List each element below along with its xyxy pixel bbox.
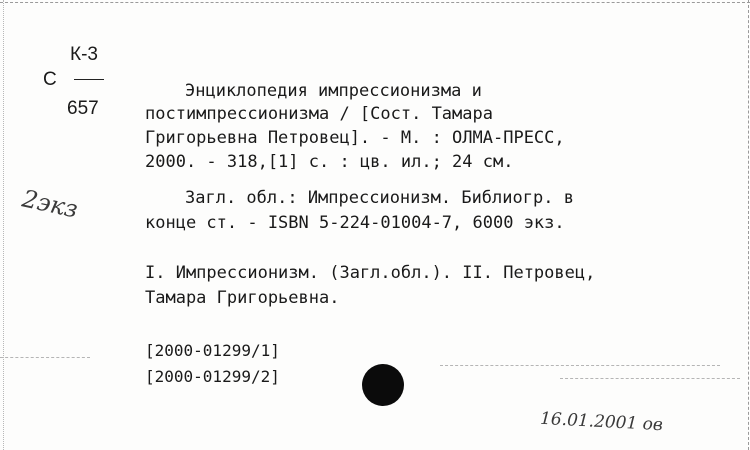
classification-top: К-3 [70,44,98,65]
scan-artifact-line [560,378,740,379]
handwritten-date: 16.01.2001 ов [539,408,664,436]
tracing-line-1: I. Импрессионизм. (Загл.обл.). II. Петровец, [145,263,596,283]
accession-number-1: [2000-01299/1] [145,341,280,360]
description-line-3: Григорьевна Петровец]. - М. : ОЛМА-ПРЕСС, [145,128,565,148]
card-right-border [748,0,749,450]
description-line-5: Загл. обл.: Импрессионизм. Библиогр. в [185,188,574,208]
description-line-2: постимпрессионизма / [Сост. Тамара [145,104,493,124]
card-top-border [0,2,750,3]
card-left-border [3,0,4,450]
description-line-6: конце ст. - ISBN 5-224-01004-7, 6000 экз. [145,213,565,233]
handwritten-copies-note: 2экз [19,184,81,224]
scan-artifact-line [440,365,720,366]
classification-number: 657 [67,98,99,119]
accession-number-2: [2000-01299/2] [145,367,280,386]
classification-letter: С [43,69,57,90]
description-line-1: Энциклопедия импрессионизма и [185,81,482,101]
description-line-4: 2000. - 318,[1] с. : цв. ил.; 24 см. [145,152,514,172]
tracing-line-2: Тамара Григорьевна. [145,288,340,308]
scan-artifact-line [0,357,90,358]
classification-divider [74,79,104,80]
punch-hole [362,364,404,406]
